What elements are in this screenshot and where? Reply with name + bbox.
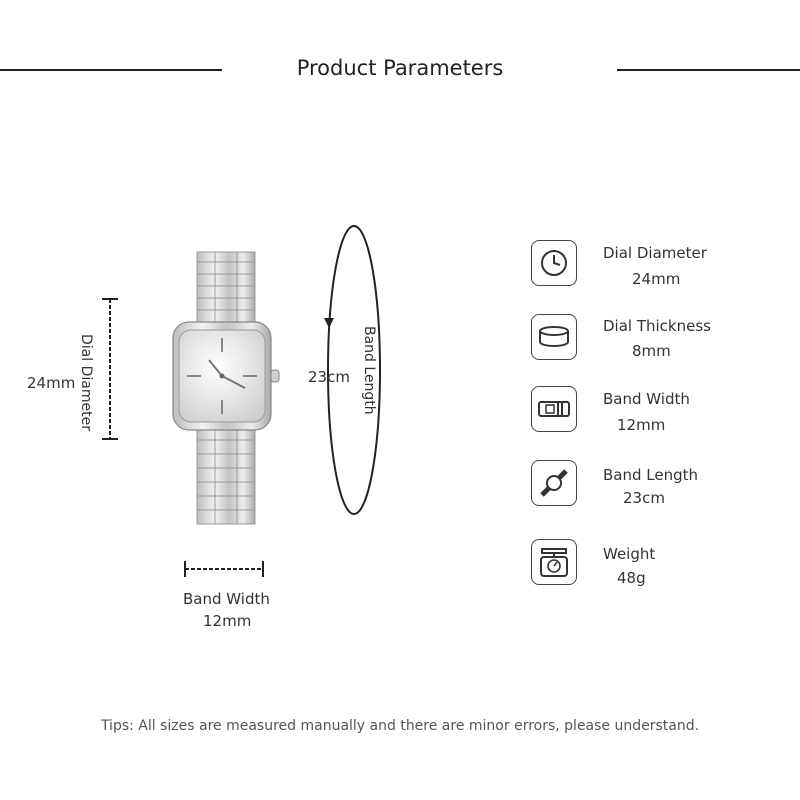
spec-dial-diameter-value: 24mm: [632, 270, 681, 288]
spec-dial-diameter-name: Dial Diameter: [603, 244, 707, 262]
band-width-measure-line: [180, 558, 270, 580]
band-width-label-bottom: Band Width: [183, 590, 270, 608]
band-length-label-vertical: Band Length: [361, 326, 377, 415]
spec-weight-value: 48g: [617, 569, 646, 587]
spec-band-length-value: 23cm: [623, 489, 665, 507]
footer-tips: Tips: All sizes are measured manually and there are minor errors, please understand.: [100, 718, 700, 734]
dial-diameter-measure-line: [96, 296, 126, 442]
dial-diameter-label-vertical: Dial Diameter: [78, 334, 94, 431]
watch-band-icon: [531, 386, 577, 432]
spec-weight-name: Weight: [603, 545, 656, 563]
spec-dial-thickness-name: Dial Thickness: [603, 317, 711, 335]
clock-icon: [531, 240, 577, 286]
watch-image: [165, 248, 285, 530]
spec-band-width-value: 12mm: [617, 416, 666, 434]
spec-band-length-name: Band Length: [603, 466, 699, 484]
spec-dial-thickness-value: 8mm: [632, 342, 671, 360]
dial-diameter-value-left: 24mm: [27, 374, 76, 392]
header-rule-right: [617, 69, 800, 71]
band-length-icon: [531, 460, 577, 506]
dial-thickness-icon: [531, 314, 577, 360]
spec-band-width-name: Band Width: [603, 390, 690, 408]
weighing-scale-icon: [531, 539, 577, 585]
band-length-value-center: 23cm: [308, 368, 350, 386]
page-title: Product Parameters: [296, 56, 504, 80]
band-width-value-bottom: 12mm: [203, 612, 252, 630]
